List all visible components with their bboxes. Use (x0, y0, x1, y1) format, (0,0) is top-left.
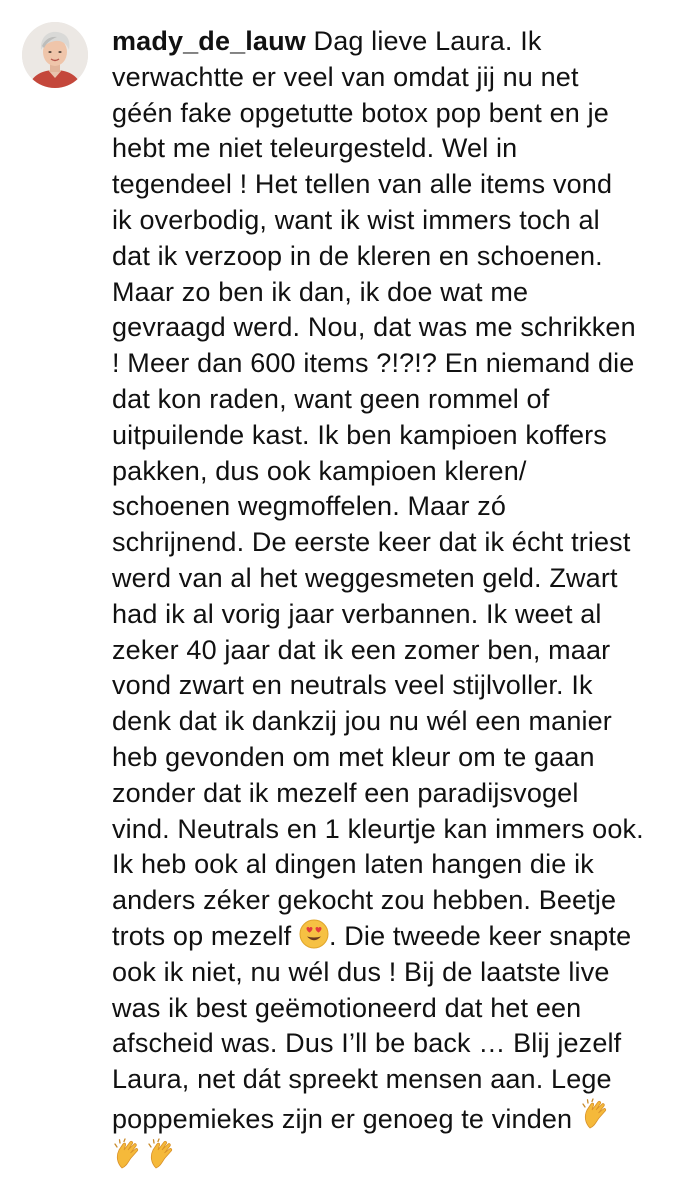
comment-line: denk dat ik dankzij jou nu wél een manier (112, 706, 612, 737)
comment-line: dat ik verzoop in de kleren en schoenen. (112, 240, 603, 271)
comment-line-part: trots op mezelf (112, 920, 299, 951)
comment-line: had ik al vorig jaar verbannen. Ik weet al (112, 598, 602, 629)
comment-first-line (112, 24, 660, 60)
comment-line: hebt me niet teleurgesteld. Wel in (112, 133, 518, 164)
comment-line: schrijnend. De eerste keer dat ik écht triest (112, 527, 631, 558)
comment-line: Ik heb ook al dingen laten hangen die ik (112, 849, 594, 880)
comment-line: zeker 40 jaar dat ik een zomer ben, maar (112, 634, 611, 665)
comment-text (112, 22, 660, 1178)
comment-line: verwachtte er veel van omdat jij nu net (112, 61, 579, 92)
comment-line: ik overbodig, want ik wist immers toch al (112, 204, 600, 235)
comment-line: géén fake opgetutte botox pop bent en je (112, 97, 609, 128)
comment-line: uitpuilende kast. Ik ben kampioen koffers (112, 419, 607, 450)
comment (22, 22, 662, 1178)
comment-line: zonder dat ik mezelf een paradijsvogel (112, 777, 579, 808)
comment-line: anders zéker gekocht zou hebben. Beetje (112, 885, 617, 916)
comment-line: schoenen wegmoffelen. Maar zó (112, 491, 507, 522)
comment-line: dat kon raden, want geen rommel of (112, 383, 550, 414)
comment-line: Dag lieve Laura. Ik (305, 26, 542, 56)
clapping-hands-emoji-icon (112, 1138, 146, 1172)
clapping-hands-emoji-icon (580, 1098, 614, 1132)
comment-line: gevraagd werd. Nou, dat was me schrikken (112, 312, 636, 343)
comment-line-part: poppemiekes zijn er genoeg te vinden (112, 1103, 580, 1134)
comment-line: vind. Neutrals en 1 kleurtje kan immers ook. (112, 813, 644, 844)
comment-line: Maar zo ben ik dan, ik doe wat me (112, 276, 529, 307)
comment-line: tegendeel ! Het tellen van alle items vond (112, 169, 613, 200)
comment-line: pakken, dus ook kampioen kleren/ (112, 455, 527, 486)
comment-line: werd van al het weggesmeten geld. Zwart (112, 562, 618, 593)
comment-line: ook ik niet, nu wél dus ! Bij de laatste live (112, 956, 610, 987)
clapping-hands-emoji-icon (146, 1138, 180, 1172)
comment-line: ! Meer dan 600 items ?!?!? En niemand die (112, 348, 635, 379)
comment-line: heb gevonden om met kleur om te gaan (112, 741, 595, 772)
comment-line: Laura, net dát spreekt mensen aan. Lege (112, 1064, 612, 1095)
comment-line-part: . Die tweede keer snapte (328, 920, 632, 951)
username-link[interactable]: mady_de_lauw (112, 26, 306, 56)
heart-eyes-emoji-icon (299, 919, 329, 949)
comment-line: was ik best geëmotioneerd dat het een (112, 992, 582, 1023)
avatar[interactable] (22, 22, 88, 88)
user-avatar-icon (22, 22, 88, 88)
comment-line: vond zwart en neutrals veel stijlvoller. Ik (112, 670, 593, 701)
comment-last-text-line (112, 1098, 660, 1138)
comment-emoji-line (112, 1138, 660, 1178)
comment-line-with-emoji (112, 919, 660, 955)
comment-line: afscheid was. Dus I’ll be back … Blij jezelf (112, 1028, 622, 1059)
